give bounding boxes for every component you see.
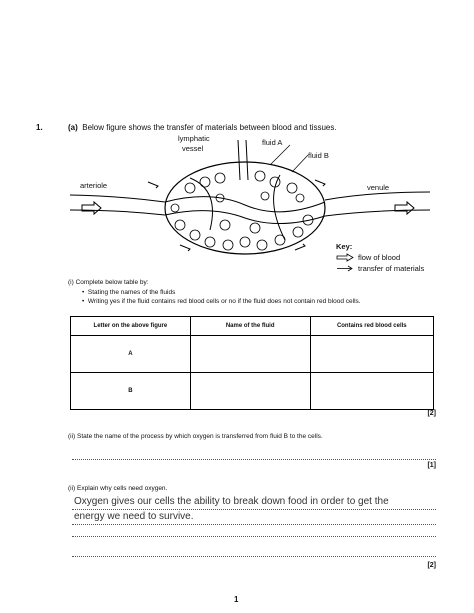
label-fluid-b: fluid B: [308, 151, 329, 160]
fluid-table: [70, 316, 434, 410]
table-header: Contains red blood cells: [310, 317, 433, 336]
flow-arrow-icon: [336, 253, 354, 262]
label-lymphatic: lymphatic: [178, 134, 210, 143]
answer-line[interactable]: [72, 509, 436, 510]
table-header: Letter on the above figure: [71, 317, 191, 336]
table-cell-fluid-name[interactable]: [190, 336, 310, 373]
label-venule: venule: [367, 183, 390, 192]
part-ii-a-text: (ii) State the name of the process by which oxygen is transferred from fluid B to the cells.: [68, 433, 323, 440]
handwritten-answer-line-2: energy we need to survive.: [74, 511, 194, 522]
label-vessel: vessel: [182, 144, 204, 153]
part-i-bullet-2: • Writing yes if the fluid contains red blood cells or no if the fluid does not contain red blood cells.: [82, 298, 361, 305]
label-fluid-a: fluid A: [262, 138, 283, 147]
question-number: 1.: [36, 123, 43, 132]
part-a-text: Below figure shows the transfer of materials between blood and tissues.: [82, 123, 337, 132]
table-row: [71, 336, 434, 373]
answer-line[interactable]: [72, 459, 436, 460]
table-header: Name of the fluid: [190, 317, 310, 336]
handwritten-answer-line-1: Oxygen gives our cells the ability to break down food in order to get the: [74, 496, 389, 507]
table-cell-rbc[interactable]: [310, 336, 433, 373]
table-header-row: [71, 317, 434, 336]
transfer-arrow-icon: [336, 264, 354, 273]
mark-part-ii-b: [2]: [427, 562, 436, 569]
table-cell-letter: B: [71, 373, 191, 410]
answer-line[interactable]: [72, 556, 436, 557]
mark-table: [2]: [427, 410, 436, 417]
label-arteriole: arteriole: [80, 181, 108, 190]
key-flow-label: flow of blood: [358, 253, 401, 262]
part-i-intro: (i) Complete below table by:: [68, 279, 149, 286]
part-i-bullet-1: • Stating the names of the fluids: [82, 289, 176, 296]
part-ii-b-text: (ii) Explain why cells need oxygen.: [68, 485, 168, 492]
answer-line[interactable]: [72, 524, 436, 525]
key-title: Key:: [336, 242, 353, 251]
table-cell-letter: A: [71, 336, 191, 373]
page-number: 1: [234, 595, 239, 604]
part-a-label: (a): [68, 123, 78, 132]
mark-part-ii-a: [1]: [427, 462, 436, 469]
answer-line[interactable]: [72, 536, 436, 537]
key-transfer-label: transfer of materials: [358, 264, 425, 273]
table-row: [71, 373, 434, 410]
table-cell-rbc[interactable]: [310, 373, 433, 410]
table-cell-fluid-name[interactable]: [190, 373, 310, 410]
